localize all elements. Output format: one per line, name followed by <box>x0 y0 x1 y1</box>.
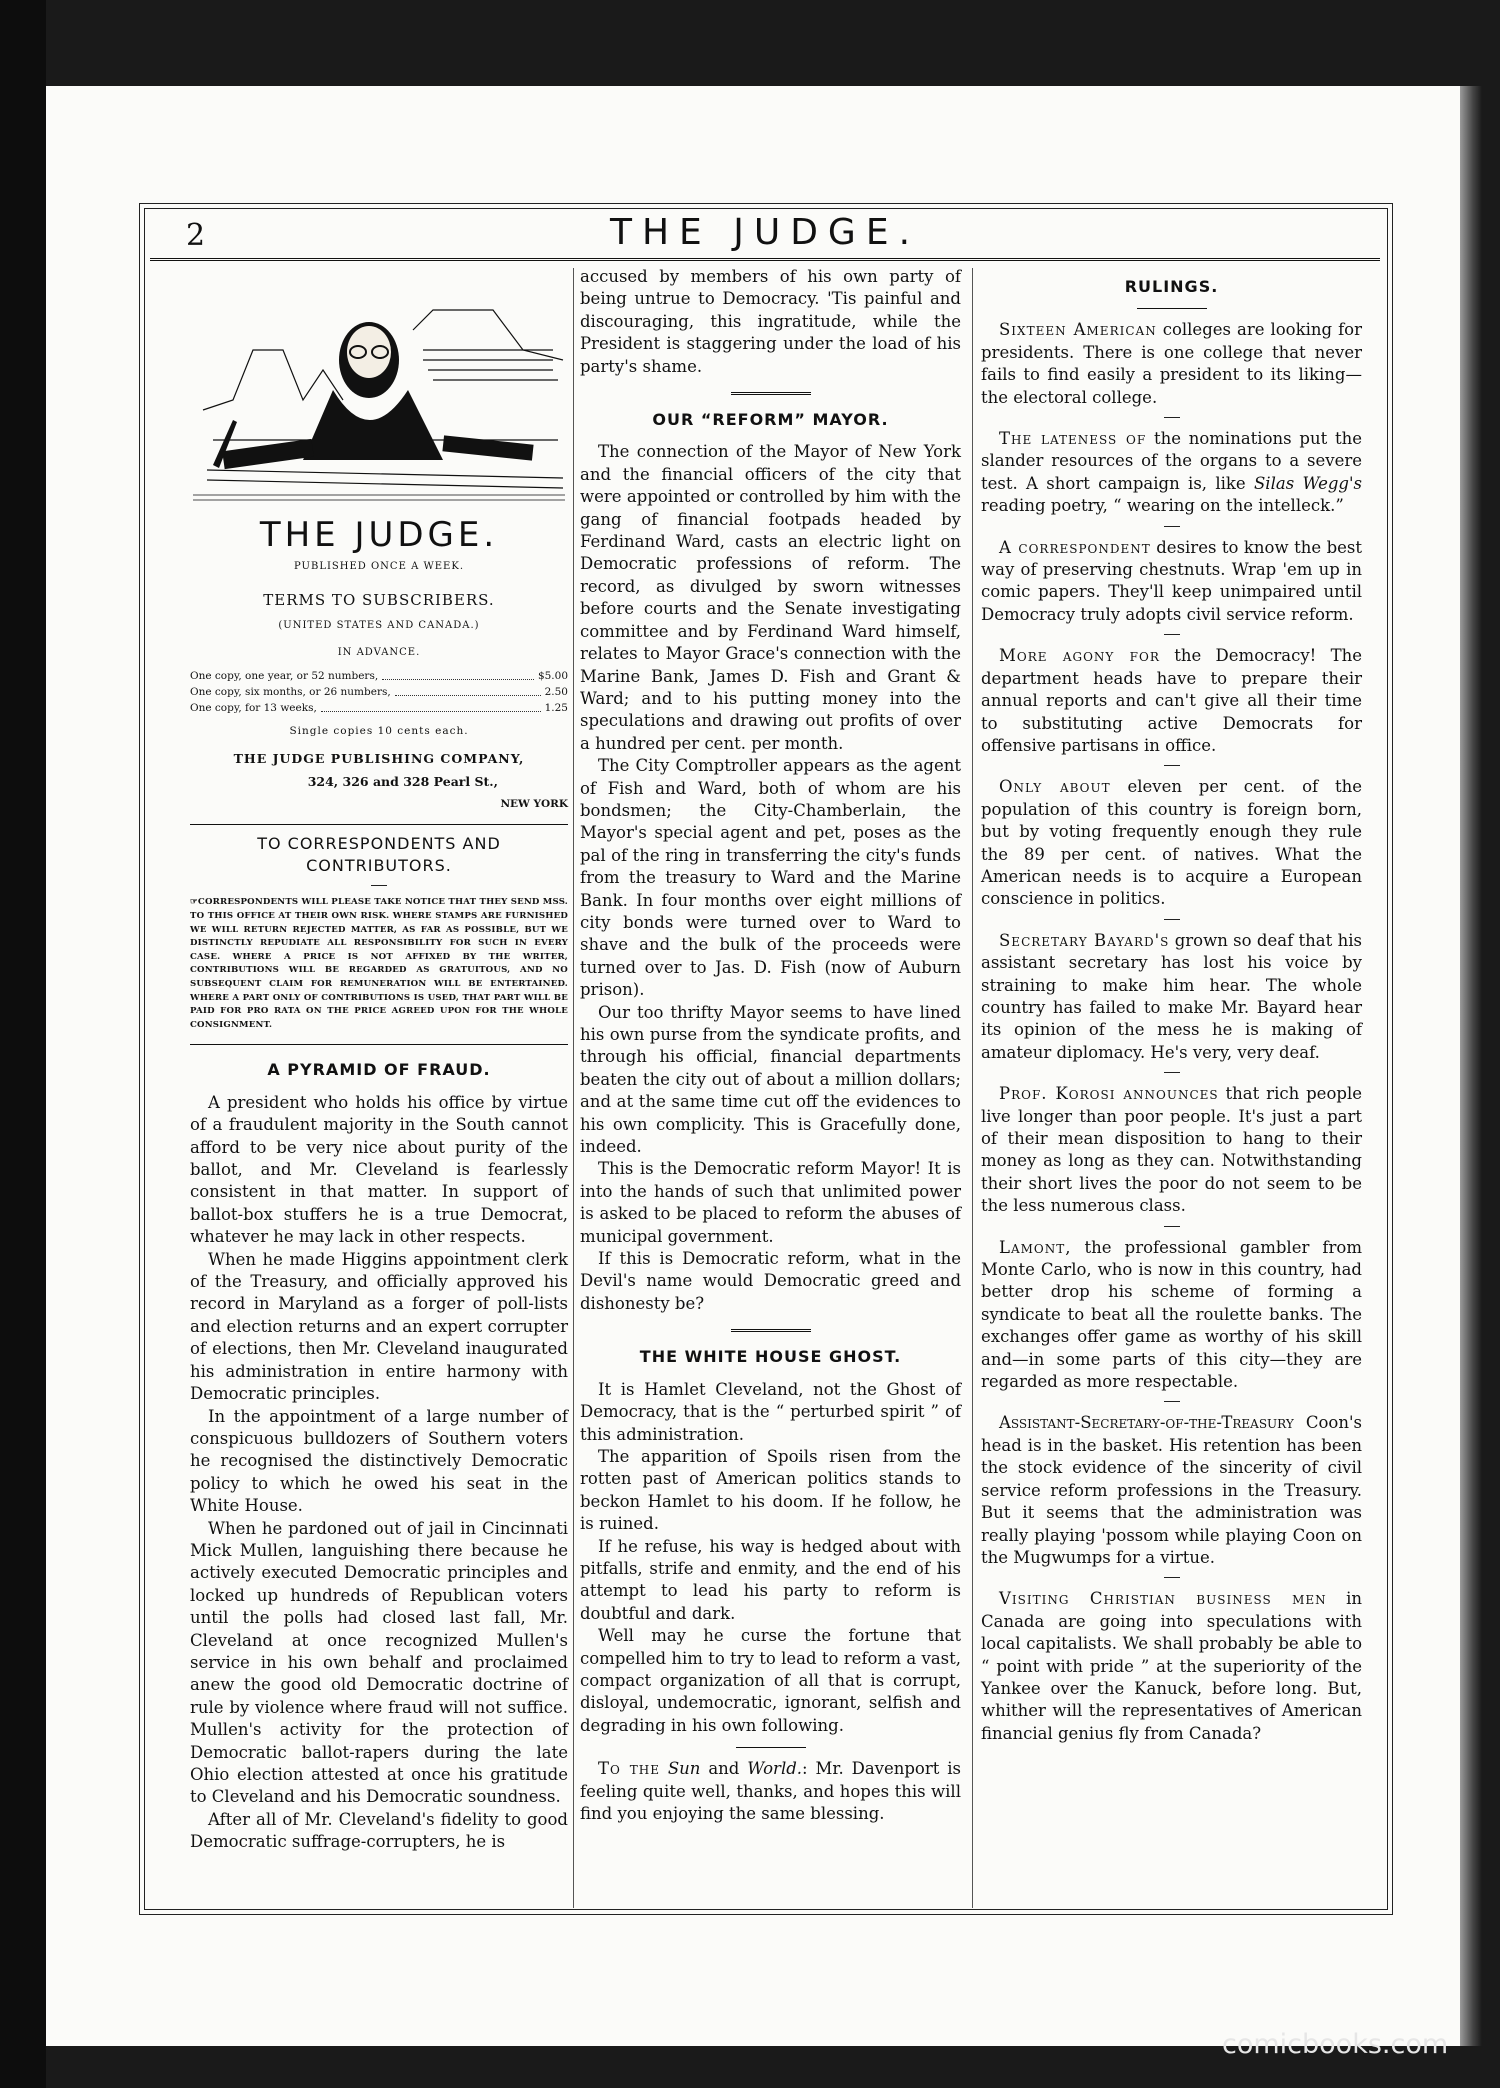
column-divider <box>573 268 574 1908</box>
ruling-text: eleven per cent. of the population of this country is foreign born, but by voting frequently enough they rule the 89 per cent. of natives. What the American needs is to acquire a European conscience in politics. <box>981 777 1362 909</box>
judge-illustration <box>193 290 565 508</box>
article-paragraph: If this is Democratic reform, what in the Devil's name would Democratic greed and dishonesty be? <box>580 1249 961 1313</box>
ruling-lead: A correspondent <box>999 537 1151 557</box>
masthead-rule <box>150 258 1380 261</box>
sun-title: Sun <box>667 1759 701 1779</box>
ruling-text: the Democracy! The department heads have to prepare their annual reports and can't give all their time to substituting active Democrats for offensive partisans in office. <box>981 646 1363 755</box>
divider <box>731 392 811 395</box>
rate-row <box>190 700 568 716</box>
correspondents-heading: TO CORRESPONDENTS AND CONTRIBUTORS. <box>257 833 501 876</box>
divider <box>1164 1401 1180 1402</box>
divider <box>1164 765 1180 766</box>
ruling-lead: Sixteen American <box>999 320 1157 340</box>
ruling-item <box>981 776 1362 910</box>
masthead <box>150 208 1380 258</box>
rate-price: 1.25 <box>544 702 568 715</box>
ruling-item <box>981 645 1362 757</box>
divider <box>1164 526 1180 527</box>
ruling-item <box>981 319 1362 409</box>
ruling-lead: More agony for <box>999 646 1160 666</box>
ruling-text: that rich people live longer than poor people. It's just a part of their mean disposition to hang to their money as long as they can. Notwithstanding their short lives the poor do not seem to be the less numerous class. <box>981 1084 1362 1216</box>
column-right <box>981 272 1362 1745</box>
ruling-lead: Only about <box>999 777 1111 797</box>
column-left <box>190 272 568 1854</box>
terms-region: (UNITED STATES AND CANADA.) <box>278 620 480 632</box>
divider <box>371 885 387 886</box>
masthead-title: THE JUDGE. <box>609 212 921 253</box>
ruling-item <box>981 428 1362 518</box>
ruling-lead: Visiting Christian business men <box>999 1589 1327 1609</box>
article-paragraph: A president who holds his office by virtue of a fraudulent majority in the South cannot afford to be very nice about purity of the ballot, and Mr. Cleveland is fearlessly consistent in that matter. In support of ballot-box stuffers he is a true Democrat, whatever he may lack in other respects. <box>190 1092 568 1247</box>
paragraph-text: : Mr. Davenport is feeling quite well, thanks, and hopes this will find you enjoying the same blessing. <box>580 1759 962 1823</box>
article-paragraph: After all of Mr. Cleveland's fidelity to good Democratic suffrage-corrupters, he is <box>190 1809 568 1852</box>
rate-label: One copy, for 13 weeks, <box>190 702 317 715</box>
rate-label: One copy, one year, or 52 numbers, <box>190 670 379 683</box>
rate-price: $5.00 <box>537 670 568 683</box>
publication-frequency: PUBLISHED ONCE A WEEK. <box>294 561 464 573</box>
article-paragraph: Well may he curse the fortune that compelled him to try to lead to reform a vast, compact organization of all that is corrupt, disloyal, undemocratic, ignorant, selfish and degrading in his own following. <box>580 1626 961 1735</box>
divider <box>190 824 568 825</box>
publisher-address: 324, 326 and 328 Pearl St., <box>307 773 498 789</box>
article-paragraph: The connection of the Mayor of New York and the financial officers of the city that were appointed or controlled by him with the gang of financial footpads headed by Ferdinand Ward, casts an electric light on Democratic professions of reform. The record, as divulged by sworn witnesses before courts and the Senate investigating committee and by Ferdinand Ward himself, relates to Mayor Grace's connection with the Marine Bank, James D. Fish and Grant & Ward; and to his putting money into the speculations and drawing out profits of over a hundred per cent. per month. <box>580 442 961 753</box>
article-paragraph: The City Comptroller appears as the agent of Fish and Ward, both of whom are his bondsmen; the City-Chamberlain, the Mayor's special agent and pet, poses as the pal of the ring in transferring the city's funds from the treasury to Ward and the Marine Bank. In four months over eight millions of city bonds were turned over to Ward to shave and the bulk of the proceeds were turned over to Jas. D. Fish (now of Auburn prison). <box>580 756 961 1000</box>
rate-label: One copy, six months, or 26 numbers, <box>190 686 391 699</box>
correspondents-notice: ☞CORRESPONDENTS WILL PLEASE TAKE NOTICE THAT THEY SEND MSS. TO THIS OFFICE AT THEIR OWN RISK. WHERE STAMPS ARE FURNISHED WE WILL RETURN REJECTED MATTER, AS FAR AS POSSIBLE, BUT WE DISTINCTLY REPUDIATE ALL RESPONSIBILITY FOR SUCH IN EVERY CASE. WHERE A PRICE IS NOT AFFIXED BY THE WRITER, CONTRIBUTIONS WILL BE REGARDED AS GRATUITOUS, AND NO SUBSEQUENT CLAIM FOR REMUNERATION WILL BE ENTERTAINED. WHERE A PART ONLY OF CONTRIBUTIONS IS USED, THAT PART WILL BE PAID FOR PRO RATA ON THE PRICE AGREED UPON FOR THE WHOLE CONSIGNMENT. <box>190 897 568 1030</box>
ruling-lead: Prof. Korosi announces <box>999 1084 1219 1104</box>
publisher-name: THE JUDGE PUBLISHING COMPANY, <box>233 751 525 767</box>
page-binding <box>1460 86 1482 2046</box>
ruling-item <box>981 1412 1362 1569</box>
ruling-lead: Secretary Bayard's <box>999 930 1170 950</box>
rate-row <box>190 668 568 684</box>
article-heading-pyramid: A PYRAMID OF FRAUD. <box>267 1060 491 1080</box>
article-paragraph <box>580 1758 961 1825</box>
ruling-text: grown so deaf that his assistant secretary has lost his voice by straining to make him hear. The whole country has failed to make Mr. Bayard hear its opinion of the mess he is making of amateur diplomacy. He's very, very deaf. <box>981 930 1362 1062</box>
publisher-city: NEW YORK <box>500 798 568 811</box>
lead-words: To the <box>598 1759 660 1779</box>
ruling-text: in Canada are going into speculations with local capitalists. We shall probably be able to “ point with pride ” at the superiority of the Yankee over the Kanuck, before long. But, whither will the representatives of American financial genius fly from Canada? <box>981 1589 1363 1743</box>
ruling-text: the nominations put the slander resources of the organs to a severe test. A short campaign is, like <box>981 429 1362 493</box>
divider <box>1164 1577 1180 1578</box>
divider <box>1164 1072 1180 1073</box>
ruling-text: reading poetry, “ wearing on the intelleck.” <box>981 496 1344 516</box>
ruling-item <box>981 1588 1362 1745</box>
rate-row <box>190 684 568 700</box>
nameplate: THE JUDGE. <box>259 515 499 555</box>
ruling-item <box>981 930 1362 1064</box>
article-paragraph: In the appointment of a large number of conspicuous bulldozers of Southern voters he recognised the distinctively Democratic policy to which he owed his seat in the White House. <box>190 1406 568 1516</box>
article-paragraph: If he refuse, his way is hedged about with pitfalls, strife and enmity, and the end of his attempt to lead his party to reform is doubtful and dark. <box>580 1536 961 1623</box>
ruling-item <box>981 1237 1362 1394</box>
ruling-item <box>981 537 1362 627</box>
site-watermark: comicbooks.com <box>1222 2029 1449 2060</box>
divider <box>736 1747 806 1748</box>
ruling-text: Coon's head is in the basket. His retention has been the stock evidence of the sincerity of civil service reform professions in the Treasury. But it seems that the administration was really playing 'possom while playing Coon on the Mugwumps for a virtue. <box>981 1413 1362 1567</box>
article-paragraph: When he made Higgins appointment clerk of the Treasury, and officially approved his record in Maryland as a forger of poll-lists and election returns and an expert corrupter of elections, then Mr. Cleveland inaugurated his administration in entire harmony with Democratic principles. <box>190 1249 568 1404</box>
ruling-italic: Silas Wegg's <box>1254 473 1362 493</box>
divider <box>190 1044 568 1045</box>
article-paragraph: The apparition of Spoils risen from the rotten past of American politics stands to beckon Hamlet to his doom. If he follow, he is ruined. <box>580 1446 961 1534</box>
ruling-text: the professional gambler from Monte Carlo, who is now in this country, had better drop his scheme of forming a syndicate to beat all the roulette banks. The exchanges offer game as worthy of his skill and—in some parts of this city—they are regarded as more respectable. <box>981 1237 1362 1392</box>
article-heading-reform: OUR “REFORM” MAYOR. <box>652 410 889 430</box>
column-divider <box>972 268 973 1908</box>
article-paragraph: accused by members of his own party of being untrue to Democracy. 'Tis painful and discouraging, this ingratitude, while the President is staggering under the load of his party's shame. <box>580 267 961 376</box>
terms-heading: TERMS TO SUBSCRIBERS. <box>263 590 495 609</box>
divider <box>1164 417 1180 418</box>
article-paragraph: When he pardoned out of jail in Cincinnati Mick Mullen, languishing there because he actively executed Democratic principles and locked up hundreds of Republican voters until the polls had closed last fall, Mr. Cleveland at once recognized Mullen's service in his own behalf and proclaimed anew the good old Democratic doctrine of rule by violence where fraud will not suffice. Mullen's activity for the protection of Democratic ballot-rapers during the late Ohio election attested at once his gratitude to Cleveland and his Democratic soundness. <box>190 1518 568 1807</box>
divider <box>1164 634 1180 635</box>
divider <box>1164 1226 1180 1227</box>
rate-price: 2.50 <box>544 686 568 699</box>
divider <box>731 1329 811 1332</box>
article-paragraph: This is the Democratic reform Mayor! It is into the hands of such that unlimited power is asked to be placed to reform the abuses of municipal government. <box>580 1159 961 1246</box>
page-number: 2 <box>186 218 206 253</box>
article-heading-ghost: THE WHITE HOUSE GHOST. <box>639 1347 902 1367</box>
conjunction: and <box>708 1759 740 1779</box>
article-paragraph: It is Hamlet Cleveland, not the Ghost of Democracy, that is the “ perturbed spirit ” of this administration. <box>580 1379 961 1444</box>
ruling-lead: The lateness of <box>999 429 1147 449</box>
ruling-text: colleges are looking for presidents. There is one college that never fails to find easily a president to its liking—the electoral college. <box>981 320 1362 407</box>
terms-advance: IN ADVANCE. <box>337 646 421 658</box>
world-title: World. <box>747 1759 803 1779</box>
column-middle <box>580 266 961 1825</box>
ruling-lead: Assistant-Secretary-of-the-Treasury <box>999 1413 1294 1433</box>
ruling-text: desires to know the best way of preserving chestnuts. Wrap 'em up in comic papers. They'll keep unimpaired until Democracy truly adopts civil service reform. <box>981 537 1363 624</box>
ruling-lead: Lamont, <box>999 1237 1072 1257</box>
divider <box>1137 308 1207 309</box>
ruling-item <box>981 1083 1362 1217</box>
rulings-heading: RULINGS. <box>1124 277 1219 296</box>
scan-edge <box>0 0 46 2088</box>
single-copy-price: Single copies 10 cents each. <box>289 725 469 738</box>
divider <box>1164 919 1180 920</box>
article-paragraph: Our too thrifty Mayor seems to have lined his own purse from the syndicate profits, and through his official, financial departments beaten the city out of about a million dollars; and at the same time cut off the evidences to his own complicity. This is Gracefully done, indeed. <box>580 1002 961 1157</box>
